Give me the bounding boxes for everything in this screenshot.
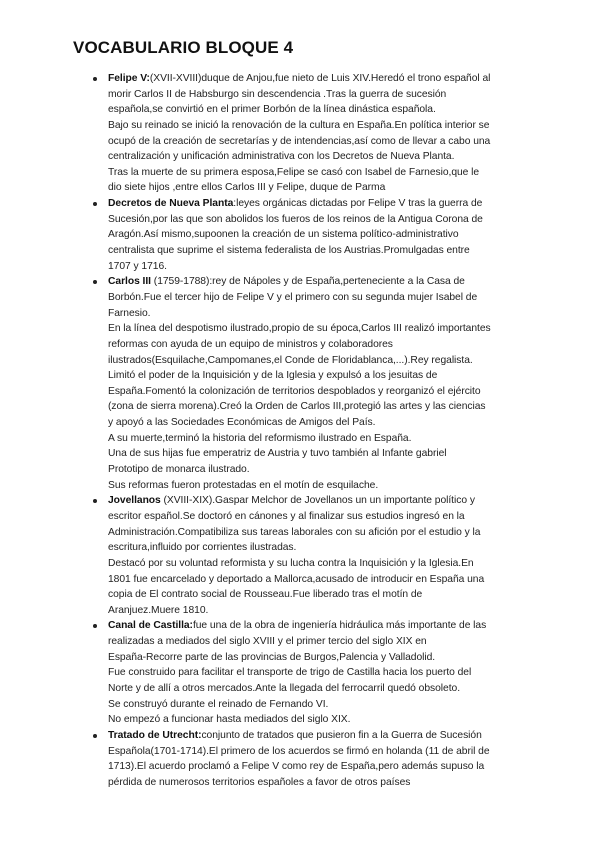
entry-line: Sus reformas fueron protestadas en el motín de esquilache. xyxy=(108,479,379,491)
entry-line: Prototipo de monarca ilustrado. xyxy=(108,464,250,476)
entry-first-line xyxy=(108,493,548,509)
entry-line: España.Fomentó la colonización de territorios despoblados y reorganizó el ejército xyxy=(108,385,481,397)
entry-first-line xyxy=(108,618,548,634)
bullet-icon xyxy=(93,499,97,503)
bullet-icon xyxy=(93,77,97,81)
entry-text: fue una de la obra de ingeniería hidráulica más importante de las xyxy=(192,620,487,632)
entry-term: Decretos de Nueva Planta xyxy=(108,198,234,210)
entry-text: (1759-1788):rey de Nápoles y de España,perteneciente a la Casa de xyxy=(151,276,465,288)
entry-text: (XVII-XVIII)duque de Anjou,fue nieto de Luis XIV.Heredó el trono español al xyxy=(149,73,491,84)
entry-line: 1801 fue encarcelado y deportado a Mallorca,acusado de introducir en España una xyxy=(108,573,485,585)
entry-line: Tras la muerte de su primera esposa,Felipe se casó con Isabel de Farnesio,que le xyxy=(108,166,480,178)
entry-line: Aragón.Así mismo,supoonen la creación de un sistema político-administrativo xyxy=(108,229,459,241)
entry-line: ocupó de la creación de secretarías y de intendencias,así como de llevar a cabo una xyxy=(108,135,491,147)
entry-line: Fue construido para facilitar el transporte de trigo de Castilla hacia los puerto del xyxy=(108,667,472,679)
entry-line: Limitó el poder de la Inquisición y de la Iglesia y expulsó a los jesuitas de xyxy=(108,370,438,382)
bullet-icon xyxy=(93,624,97,628)
entry-line: escritura,influido por corrientes ilustradas. xyxy=(108,542,297,554)
entry-line: dio siete hijos ,entre ellos Carlos III y Felipe, duque de Parma xyxy=(108,182,386,194)
entry-line: Una de sus hijas fue emperatriz de Austria y tuvo también al Infante gabriel xyxy=(108,448,447,460)
vocabulary-list xyxy=(108,71,548,790)
entry-canal-de-castilla xyxy=(108,618,548,727)
entry-line: copia de El contrato social de Rousseau.Fue liberado tras el motín de xyxy=(108,589,423,601)
entry-first-line xyxy=(108,728,548,744)
entry-line: A su muerte,terminó la historia del reformismo ilustrado en España. xyxy=(108,432,412,444)
entry-line: centralización y unificación administrativa con los Decretos de Nueva Planta. xyxy=(108,151,455,163)
entry-term: Carlos III xyxy=(108,276,151,288)
entry-line: Farnesio. xyxy=(108,307,151,319)
entry-jovellanos xyxy=(108,493,548,618)
entry-line: reformas con ayuda de un equipo de ministros y colaboradores xyxy=(108,338,393,350)
entry-line: (zona de sierra morena).Creó la Orden de Carlos III,protegió las artes y las ciencias xyxy=(108,401,486,413)
entry-line: centralista que suprime el sistema federalista de los Austrias.Promulgadas entre xyxy=(108,245,470,257)
entry-line: española,se convirtió en el primer Borbón de la línea dinástica española. xyxy=(108,104,436,116)
entry-line: Se construyó durante el reinado de Fernando VI. xyxy=(108,698,329,710)
bullet-icon xyxy=(93,202,97,206)
entry-line: 1707 y 1716. xyxy=(108,260,167,272)
entry-first-line xyxy=(108,71,548,87)
entry-line: pérdida de numerosos territorios españoles a favor de otros países xyxy=(108,776,411,788)
entry-line: Aranjuez.Muere 1810. xyxy=(108,604,209,616)
entry-line: realizadas a mediados del siglo XVIII y el primer tercio del siglo XIX en xyxy=(108,636,427,648)
entry-line: Borbón.Fue el tercer hijo de Felipe V y el primero con su segunda mujer Isabel de xyxy=(108,291,478,303)
entry-line: Administración.Compatibiliza sus tareas laborales con su afición por el estudio y la xyxy=(108,526,481,538)
entry-term: Jovellanos xyxy=(108,495,161,507)
entry-line: Española(1701-1714).El primero de los acuerdos se firmó en holanda (11 de abril de xyxy=(108,745,490,757)
entry-line: En la línea del despotismo ilustrado,propio de su época,Carlos III realizó importantes xyxy=(108,323,491,335)
entry-line: Bajo su reinado se inició la renovación de la cultura en España.En política interior se xyxy=(108,119,490,131)
entry-tratado-de-utrecht xyxy=(108,728,548,791)
entry-text: (XVIII-XIX).Gaspar Melchor de Jovellanos un un importante político y xyxy=(160,495,475,507)
entry-first-line xyxy=(108,274,548,290)
entry-text: conjunto de tratados que pusieron fin a la Guerra de Sucesión xyxy=(201,729,482,741)
entry-line: Destacó por su voluntad reformista y su lucha contra la Inquisición y la Iglesia.En xyxy=(108,557,474,569)
entry-carlos-iii xyxy=(108,274,548,493)
bullet-icon xyxy=(93,734,97,738)
bullet-icon xyxy=(93,280,97,284)
entry-line: ilustrados(Esquilache,Campomanes,el Conde de Floridablanca,...).Rey regalista. xyxy=(108,354,473,366)
entry-line: morir Carlos II de Habsburgo sin descendencia .Tras la guerra de sucesión xyxy=(108,88,447,100)
entry-term: Felipe V: xyxy=(108,73,150,84)
entry-line: 1713).El acuerdo proclamó a Felipe V como rey de España,pero además supuso la xyxy=(108,761,485,773)
entry-line: escritor español.Se doctoró en cánones y al finalizar sus estudios ingresó en la xyxy=(108,510,465,522)
entry-line: Sucesión,por las que son abolidos los fueros de los reinos de la Antigua Corona de xyxy=(108,213,483,225)
entry-first-line xyxy=(108,196,548,212)
entry-text: :leyes orgánicas dictadas por Felipe V tras la guerra de xyxy=(233,198,483,210)
entry-term: Tratado de Utrecht: xyxy=(108,729,202,741)
entry-felipe-v xyxy=(108,71,548,196)
entry-line: No empezó a funcionar hasta mediados del siglo XIX. xyxy=(108,714,351,726)
entry-decretos-nueva-planta xyxy=(108,196,548,274)
entry-line: Norte y de allí a otros mercados.Ante la llegada del ferrocarril quedó obsoleto. xyxy=(108,682,461,694)
document-title: VOCABULARIO BLOQUE 4 xyxy=(73,38,294,57)
entry-line: España-Recorre parte de las provincias de Burgos,Palencia y Valladolid. xyxy=(108,651,436,663)
entry-line: y apoyó a las Sociedades Económicas de Amigos del País. xyxy=(108,417,376,429)
entry-term: Canal de Castilla: xyxy=(108,620,193,632)
